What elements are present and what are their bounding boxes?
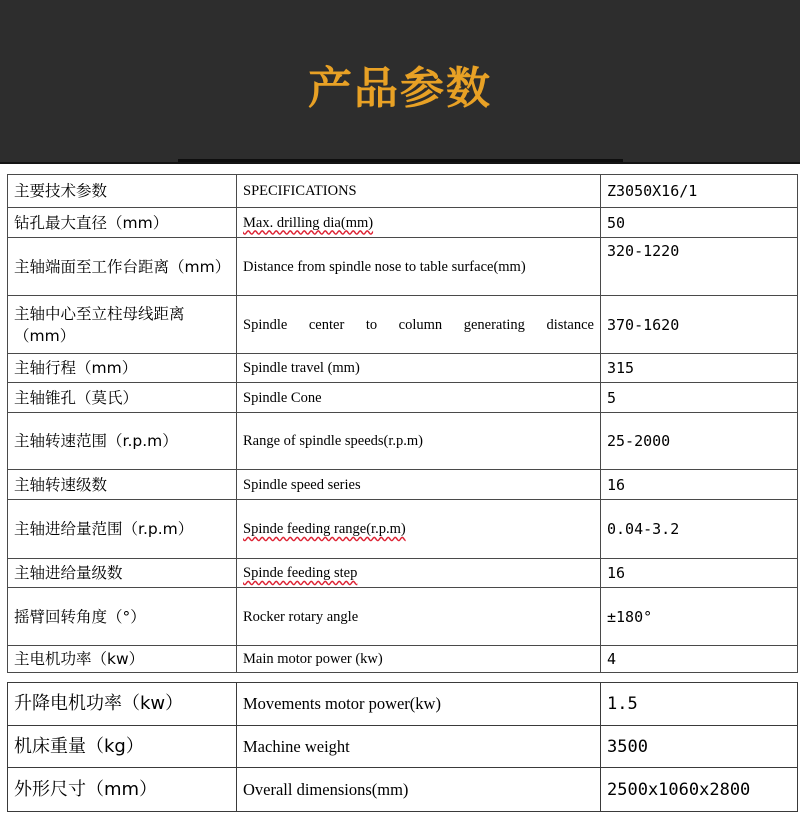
param-cn: 主轴锥孔（莫氏） — [8, 383, 237, 413]
param-en: Spindle travel (mm) — [237, 354, 601, 383]
title-banner — [0, 0, 800, 164]
param-cn: 主轴转速级数 — [8, 470, 237, 500]
param-value: 0.04-3.2 — [601, 500, 798, 559]
table-row — [8, 683, 798, 726]
param-value: 315 — [601, 354, 798, 383]
param-en-text: Max. drilling dia(mm) — [243, 214, 374, 231]
param-en — [237, 500, 601, 559]
param-cn: 外形尺寸（mm） — [8, 768, 237, 812]
param-cn: 升降电机功率（kw） — [8, 683, 237, 726]
param-en-text: Spinde feeding range(r.p.m) — [243, 521, 406, 537]
table-row — [8, 588, 798, 646]
param-value: 370-1620 — [601, 296, 798, 354]
spec-table — [7, 174, 798, 673]
param-cn: 主轴转速范围（r.p.m） — [8, 413, 237, 470]
param-en: Spindle Cone — [237, 383, 601, 413]
param-cn: 摇臂回转角度（°） — [8, 588, 237, 646]
param-en — [237, 208, 601, 238]
param-value: ±180° — [601, 588, 798, 646]
param-cn: 主轴进给量级数 — [8, 559, 237, 588]
param-cn: 主轴中心至立柱母线距离（mm） — [8, 296, 237, 354]
param-en: Overall dimensions(mm) — [237, 768, 601, 812]
table-row — [8, 238, 798, 296]
table-row — [8, 559, 798, 588]
param-cn: 钻孔最大直径（mm） — [8, 208, 237, 238]
param-cn: 主轴行程（mm） — [8, 354, 237, 383]
param-en: SPECIFICATIONS — [237, 175, 601, 208]
param-value: 3500 — [601, 726, 798, 768]
param-en: Main motor power (kw) — [237, 646, 601, 673]
spec-table-continued — [7, 682, 798, 812]
table-row — [8, 646, 798, 673]
table-row — [8, 768, 798, 812]
param-en: Machine weight — [237, 726, 601, 768]
param-value: 16 — [601, 470, 798, 500]
param-value: 1.5 — [601, 683, 798, 726]
param-cn: 主轴进给量范围（r.p.m） — [8, 500, 237, 559]
param-value: 320-1220 — [601, 238, 798, 296]
param-value: 25-2000 — [601, 413, 798, 470]
param-en: Rocker rotary angle — [237, 588, 601, 646]
table-row — [8, 726, 798, 768]
param-en: Distance from spindle nose to table surface(mm) — [237, 238, 601, 296]
param-value: 5 — [601, 383, 798, 413]
param-value: 50 — [601, 208, 798, 238]
param-value: 2500x1060x2800 — [601, 768, 798, 812]
param-en: Movements motor power(kw) — [237, 683, 601, 726]
param-value: Z3050X16/1 — [601, 175, 798, 208]
param-cn: 主轴端面至工作台距离（mm） — [8, 238, 237, 296]
param-en: Spindle speed series — [237, 470, 601, 500]
param-value: 16 — [601, 559, 798, 588]
table-row — [8, 383, 798, 413]
table-row — [8, 296, 798, 354]
table-row — [8, 208, 798, 238]
param-value: 4 — [601, 646, 798, 673]
param-en — [237, 559, 601, 588]
table-row — [8, 413, 798, 470]
param-en-text: Spinde feeding step — [243, 565, 358, 581]
table-row — [8, 500, 798, 559]
param-cn: 机床重量（kg） — [8, 726, 237, 768]
banner-divider — [178, 159, 623, 162]
table-row — [8, 354, 798, 383]
param-en: Spindle center to column generating distance — [237, 296, 601, 354]
page-title: 产品参数 — [308, 63, 492, 114]
param-cn: 主要技术参数 — [8, 175, 237, 208]
table-row — [8, 470, 798, 500]
param-en: Range of spindle speeds(r.p.m) — [237, 413, 601, 470]
param-cn: 主电机功率（kw） — [8, 646, 237, 673]
table-row — [8, 175, 798, 208]
